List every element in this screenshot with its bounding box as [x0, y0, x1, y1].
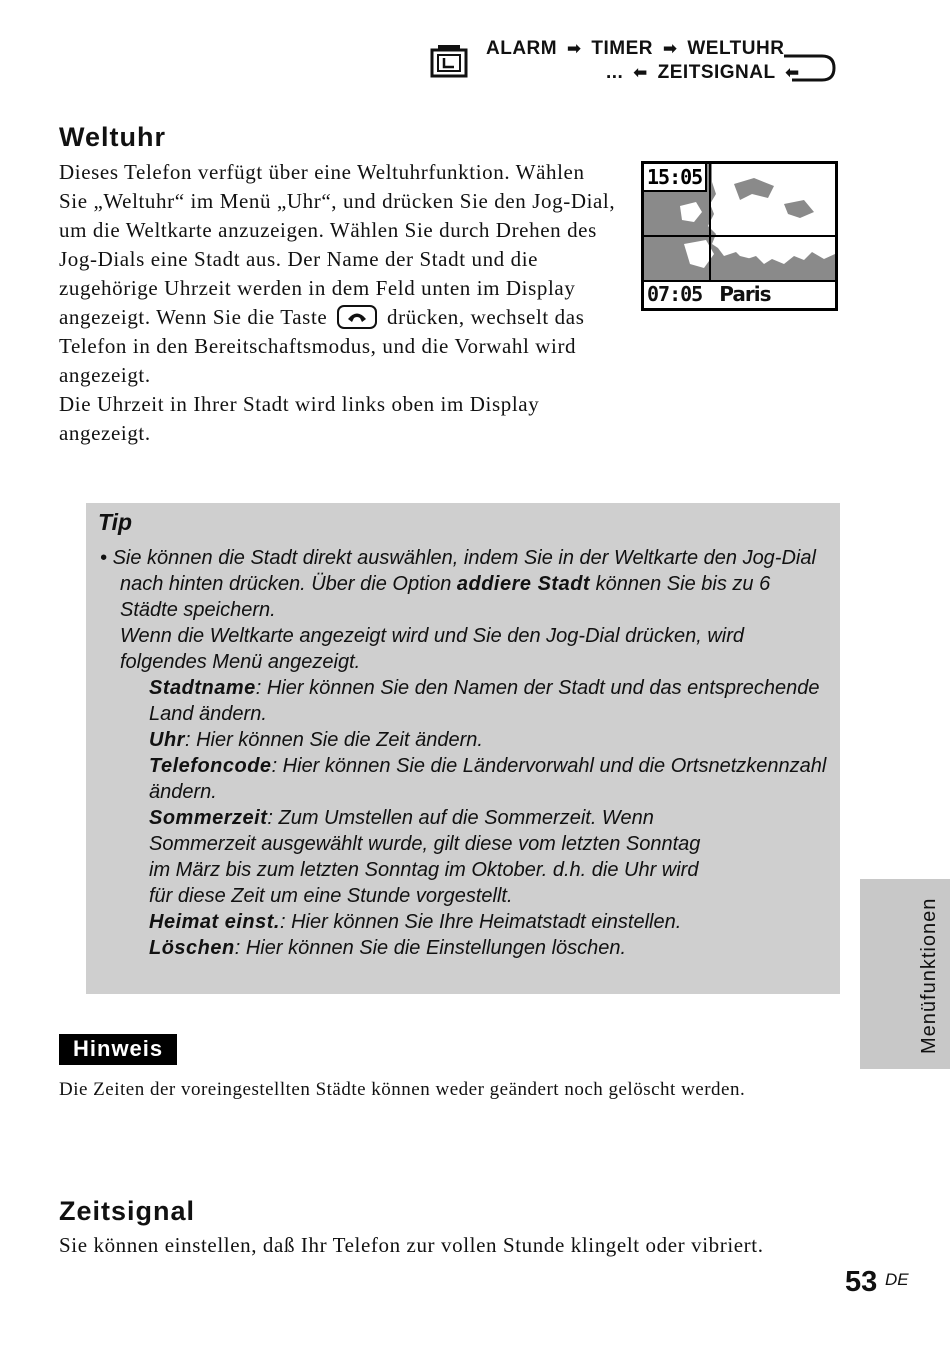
page-number: 53	[845, 1266, 878, 1298]
city-name: Paris	[719, 282, 771, 306]
tip-term-text: : Hier können Sie die Zeit ändern.	[184, 729, 483, 751]
tip-term-text: : Hier können Sie Ihre Heimatstadt einstellen.	[279, 911, 682, 933]
tip-menu-item	[100, 753, 830, 805]
page-suffix: DE	[885, 1270, 909, 1289]
city-time: 07:05	[647, 282, 703, 306]
screen-footer	[644, 280, 835, 308]
hinweis-text: Die Zeiten der voreingestellten Städte können weder geändert noch gelöscht werden.	[59, 1079, 746, 1100]
section-title-weltuhr: Weltuhr	[59, 122, 166, 152]
end-call-key-icon	[337, 305, 377, 329]
loop-back-arrow-icon	[782, 46, 838, 84]
world-map-screen	[641, 161, 838, 311]
arrow-right-icon: ➡	[662, 39, 678, 58]
weltuhr-text-1: Dieses Telefon verfügt über eine Weltuhrfunktion. Wählen Sie „Weltuhr“ im Menü „Uhr“, und drücken Sie den Jog-Dial, um die Weltkarte anzuzeigen. Wählen Sie durch Drehen des Jog-Dials eine Stadt aus. Der Name der Stadt und die zugehörige Uhrzeit werden in dem Feld unten im Display angezeigt. Wenn Sie die Taste	[59, 160, 616, 329]
tip-menu-item	[100, 909, 830, 935]
section-title-zeitsignal: Zeitsignal	[59, 1196, 196, 1226]
tip-term: Sommerzeit	[149, 807, 268, 829]
tip-bullet: • Sie können die Stadt direkt auswählen, indem Sie in der Weltkarte den Jog-Dial nach hinten drücken. Über die Option addiere Stadt können Sie bis zu 6 Städte speichern.	[100, 547, 816, 621]
side-tab	[860, 879, 950, 1069]
tip-menu-item	[100, 805, 830, 909]
breadcrumb	[430, 36, 850, 88]
arrow-right-icon: ➡	[566, 39, 582, 58]
tip-term: Löschen	[149, 937, 235, 959]
tip-term: Telefoncode	[149, 755, 272, 777]
zeitsignal-text: Sie können einstellen, daß Ihr Telefon zur vollen Stunde klingelt oder vibriert.	[59, 1233, 764, 1257]
weltuhr-text-3: Die Uhrzeit in Ihrer Stadt wird links oben im Display angezeigt.	[59, 392, 540, 445]
tip-term-text: : Hier können Sie den Namen der Stadt und das entsprechende Land ändern.	[149, 677, 820, 725]
clock-menu-icon	[430, 44, 468, 78]
crumb-zeitsignal: ZEITSIGNAL	[657, 62, 776, 83]
tip-term: Uhr	[149, 729, 185, 751]
tip-text-1a: Sie können die Stadt direkt auswählen, indem Sie in der Weltkarte den Jog-Dial nach hinten drücken. Über die Option	[112, 547, 816, 595]
tip-text-2: Wenn die Weltkarte angezeigt wird und Sie den Jog-Dial drücken, wird folgendes Menü angezeigt.	[120, 625, 745, 673]
tip-option-addiere-stadt: addiere Stadt	[456, 573, 591, 595]
crumb-weltuhr: WELTUHR	[687, 38, 785, 59]
tip-text-1b: können Sie bis zu 6 Städte speichern.	[120, 573, 771, 621]
home-time: 15:05	[644, 164, 707, 192]
crumb-timer: TIMER	[591, 38, 654, 59]
crumb-alarm: ALARM	[486, 38, 558, 59]
tip-term: Heimat einst.	[149, 911, 280, 933]
tip-box	[86, 503, 840, 994]
tip-term: Stadtname	[149, 677, 256, 699]
side-tab-label: Menüfunktionen	[918, 897, 940, 1054]
tip-menu-item	[100, 675, 830, 727]
tip-body	[100, 545, 830, 961]
weltuhr-text-2: drücken, wechselt das Telefon in den Bereitschaftsmodus, und die Vorwahl wird angezeigt.	[59, 305, 585, 387]
tip-menu-item	[100, 935, 830, 961]
tip-term-text: : Zum Umstellen auf die Sommerzeit. Wenn Sommerzeit ausgewählt wurde, gilt diese vom letzten Sonntag im März bis zum letzten Sonntag im Oktober. d.h. die Uhr wird für diese Zeit um eine Stunde vorgestellt.	[149, 807, 701, 907]
arrow-left-icon: ⬅	[785, 63, 800, 82]
hinweis-label: Hinweis	[59, 1034, 177, 1065]
crumb-ellipsis: ...	[606, 62, 624, 83]
weltuhr-description	[59, 158, 619, 448]
tip-heading: Tip	[98, 509, 133, 535]
tip-term-text: : Hier können Sie die Einstellungen löschen.	[234, 937, 627, 959]
arrow-left-icon: ⬅	[633, 63, 648, 82]
tip-term-text: : Hier können Sie die Ländervorwahl und die Ortsnetzkennzahl ändern.	[149, 755, 827, 803]
tip-menu-item	[100, 727, 830, 753]
